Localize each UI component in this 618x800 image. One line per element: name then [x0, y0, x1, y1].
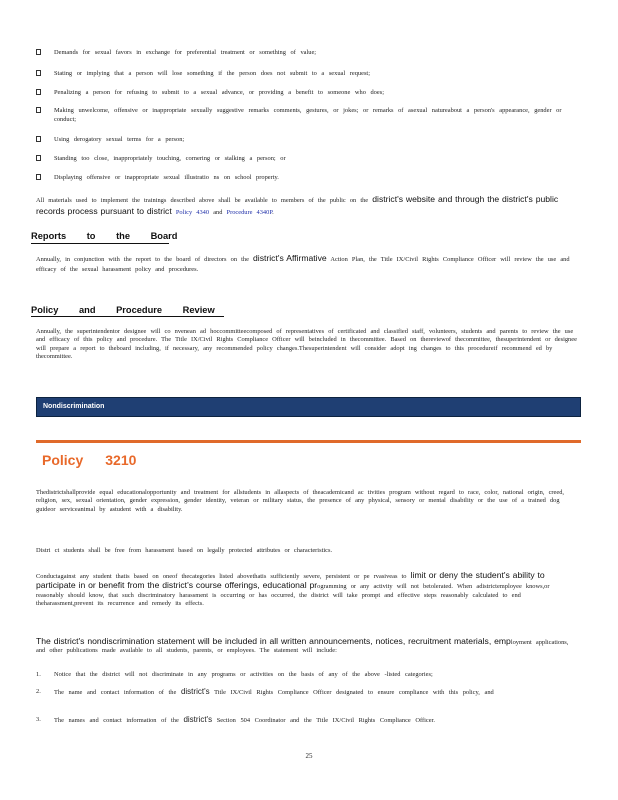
conduct-text: Conductagainst any student thatis based on oneof thecategories listed abovethatis sufficiently severe, persistent or pe rvasiveas to — [36, 573, 407, 580]
statement-text: loyment applications, and other publications made available to all students, parents, or employees. The statement will include: — [36, 639, 569, 655]
procedure-4340p-link[interactable]: Procedure 4340P — [226, 209, 273, 216]
conduct-text-cont: ogramming or any activity will not betolerated. When adistrictemployee knows,or reasonably should know, that such discriminatory harassment is occurring or has occurred, the district will take prompt and effective steps reasonably calculated to end theharassment,prevent its recurrence and remedy its effects. — [36, 583, 550, 608]
bullet-text: Standing too close, inappropriately touching, cornering or stalking a person; or — [54, 155, 286, 162]
item-emphasis: district's — [180, 687, 210, 696]
checkbox-bullet-icon — [36, 155, 41, 161]
bullet-text: Demands for sexual favors in exchange for preferential treatment or something of value; — [54, 49, 317, 56]
materials-end: . — [272, 209, 274, 216]
item-text-pre: The names and contact information of the — [54, 717, 179, 724]
policy-4340-link[interactable]: Policy 4340 — [175, 209, 210, 216]
numbered-item — [36, 671, 578, 680]
numbered-item — [36, 716, 578, 725]
conduct-emphasis: limit or deny the student's ability to participate in or benefit from the district's course offerings, educational pr — [36, 570, 545, 591]
heading-underline — [31, 316, 224, 317]
item-number: 3. — [36, 716, 41, 723]
reports-paragraph — [36, 253, 578, 275]
reports-emphasis: district's Affirmative — [253, 253, 327, 263]
bullet-text: Stating or implying that a person will lose something if the person does not submit to a sexual request; — [54, 70, 370, 77]
band-label: Nondiscrimination — [43, 403, 105, 410]
bullet-text: Making unwelcome, offensive or inappropriate sexually suggestive remarks comments, gestures, or jokes; or remarks of asexual natureabout a person's appearance, gender or conduct; — [54, 107, 562, 123]
heading-underline — [31, 243, 169, 244]
item-text-post: Title IX/Civil Rights Compliance Officer designated to ensure compliance with this policy, and — [214, 689, 494, 696]
section-band — [36, 397, 581, 417]
bullet-item — [36, 48, 576, 58]
item-text — [54, 716, 578, 726]
item-text-pre: The name and contact information of the — [54, 689, 177, 696]
page-number: 25 — [305, 752, 313, 760]
paragraph-statement — [36, 637, 578, 656]
bullet-item — [36, 69, 576, 79]
materials-and: and — [213, 209, 223, 216]
item-text — [54, 688, 578, 698]
materials-paragraph — [36, 194, 578, 218]
checkbox-bullet-icon — [36, 49, 41, 55]
item-emphasis: district's — [183, 715, 213, 724]
policy-title — [42, 452, 136, 468]
bullet-text: Displaying offensive or inappropriate sexual illustratio ns on school property. — [54, 174, 279, 181]
paragraph-conduct — [36, 571, 578, 609]
checkbox-bullet-icon — [36, 70, 41, 76]
item-number: 2. — [36, 688, 41, 695]
checkbox-bullet-icon — [36, 136, 41, 142]
review-heading: Policy and Procedure Review — [31, 305, 215, 315]
paragraph-equal-opportunity: Thedistrictshallprovide equal educationalopportunity and treatment for allstudents in allaspects of theacademicand ac tivities program without regard to race, color, national origin, creed, religion, sex, sexual orientation, gender expression, gender identity, veteran or military status, the presence of any physical, sensory or mental disability or the use of a trained dog guideor serviceanimal by astudent with a disability. — [36, 489, 565, 513]
reports-text-cont: Action Plan, the Title IX/Civil Rights Compliance Officer will review the use and efficacy of the sexual harassment policy and procedures. — [36, 256, 570, 273]
policy-number: 3210 — [105, 452, 137, 468]
orange-divider — [36, 440, 581, 443]
paragraph-harassment-free: Distri ct students shall be free from harassment based on legally protected attributes or characteristics. — [36, 547, 333, 554]
numbered-item — [36, 688, 578, 706]
bullet-item — [36, 173, 576, 183]
statement-emphasis: The district's nondiscrimination statement will be included in all written announcements, notices, recruitment materials, emp — [36, 636, 511, 646]
bullet-item — [36, 154, 576, 164]
bullet-text: Penalizing a person for refusing to submit to a sexual advance, or providing a benefit to someone who does; — [54, 89, 384, 96]
bullet-item — [36, 135, 576, 145]
review-paragraph: Annually, the superintendentor designee will co nvenean ad hoccommitteecomposed of representatives of certificated and classified staff, volunteers, students and parents to review the use and efficacy of this policy and procedure. The Title IX/Civil Rights Compliance Officer will beincluded in thecommittee. Based on thereviewof thecommittee, thesuperintendent or designee will prepare a report to theboard including, if necessary, any recommended policy changes.Thesuperintendent will consider adopt ing changes to this procedureif recommend ed by thecommittee. — [36, 328, 577, 361]
bullet-item — [36, 106, 576, 126]
item-text-post: Section 504 Coordinator and the Title IX/Civil Rights Compliance Officer. — [216, 717, 435, 724]
reports-heading: Reports to the Board — [31, 231, 178, 241]
materials-text: All materials used to implement the trainings described above shall be available to members of the public on the — [36, 197, 369, 204]
reports-text: Annually, in conjunction with the report to the board of directors on the — [36, 256, 249, 263]
checkbox-bullet-icon — [36, 107, 41, 113]
item-number: 1. — [36, 671, 41, 678]
checkbox-bullet-icon — [36, 174, 41, 180]
policy-label: Policy — [42, 452, 84, 468]
item-text: Notice that the district will not discriminate in any programs or activities on the basis of any of the above -listed categories; — [54, 671, 433, 678]
bullet-item — [36, 88, 576, 98]
materials-emphasis: district's website and through the district's public records process pursuant to district — [36, 194, 559, 216]
checkbox-bullet-icon — [36, 89, 41, 95]
bullet-text: Using derogatory sexual terms for a person; — [54, 136, 185, 143]
